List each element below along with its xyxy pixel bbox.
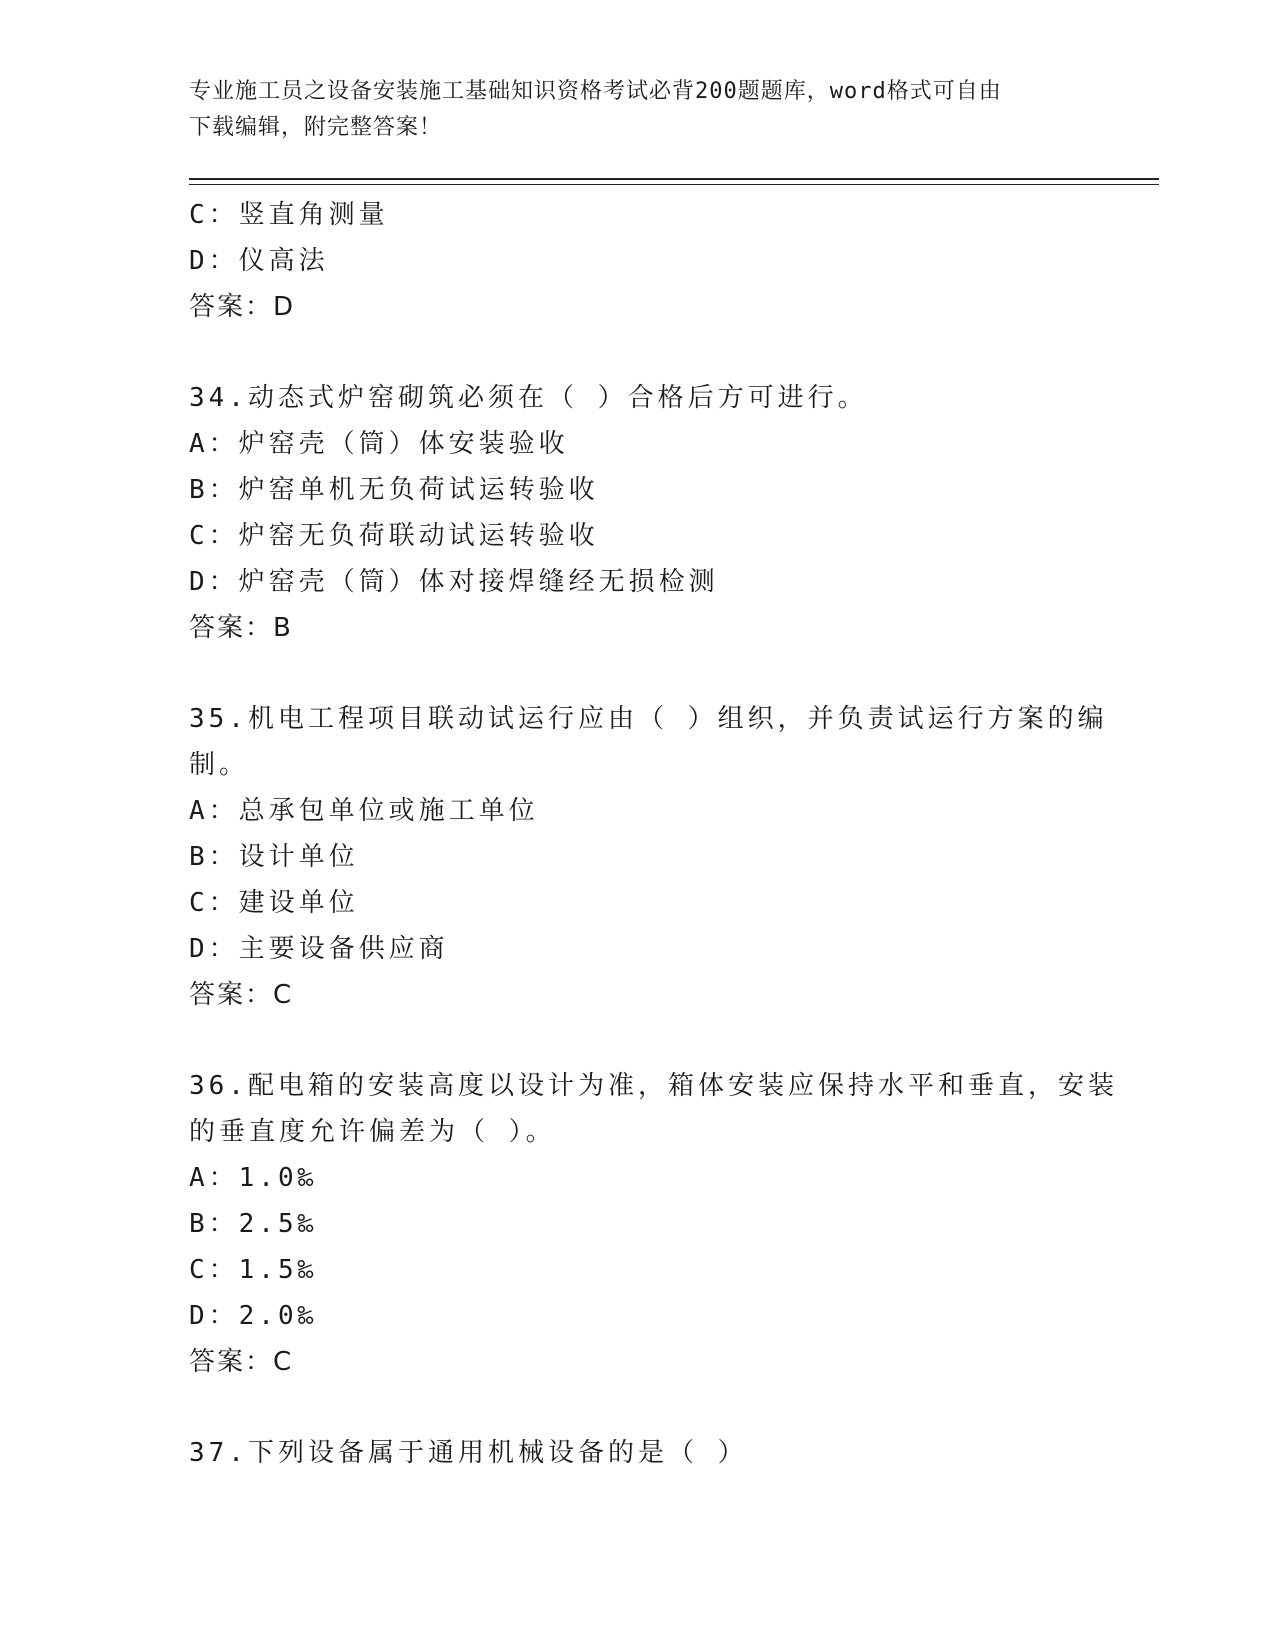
document-header xyxy=(189,74,1089,146)
spacer xyxy=(189,1385,1089,1430)
question-36 xyxy=(189,1063,1118,1385)
header-line-2: 下载编辑，附完整答案！ xyxy=(189,115,443,140)
spacer xyxy=(189,651,1089,696)
option-b: B：2.5‰ xyxy=(189,1209,318,1239)
question-stem-continued: 制。 xyxy=(189,750,250,780)
header-rule-thin xyxy=(189,184,1159,185)
spacer xyxy=(189,1018,1089,1063)
option-d: D：2.0‰ xyxy=(189,1301,318,1331)
question-37 xyxy=(189,1430,1089,1476)
question-stem: 34.动态式炉窑砌筑必须在（ ）合格后方可进行。 xyxy=(189,383,868,413)
answer-line: 答案：B xyxy=(189,613,293,643)
question-34 xyxy=(189,375,1089,651)
question-stem: 35.机电工程项目联动试运行应由（ ）组织，并负责试运行方案的编 xyxy=(189,704,1108,734)
spacer xyxy=(189,330,1089,375)
question-35 xyxy=(189,696,1108,1018)
header-rule-thick xyxy=(189,178,1159,180)
option-d: D：主要设备供应商 xyxy=(189,934,449,964)
option-a: A：1.0‰ xyxy=(189,1163,318,1193)
option-a: A：总承包单位或施工单位 xyxy=(189,796,539,826)
question-content xyxy=(189,192,1118,1476)
question-stem: 37.下列设备属于通用机械设备的是（ ） xyxy=(189,1438,748,1468)
option-b: B：设计单位 xyxy=(189,842,359,872)
header-line-1: 专业施工员之设备安装施工基础知识资格考试必背200题题库，word格式可自由 xyxy=(189,79,1002,104)
option-d: D：仪高法 xyxy=(189,246,329,276)
option-b: B：炉窑单机无负荷试运转验收 xyxy=(189,475,599,505)
option-a: A：炉窑壳（筒）体安装验收 xyxy=(189,429,569,459)
answer-line: 答案：C xyxy=(189,980,294,1010)
option-c: C：建设单位 xyxy=(189,888,359,918)
prev-question-block xyxy=(189,192,1089,330)
option-c: C：1.5‰ xyxy=(189,1255,318,1285)
question-stem-continued: 的垂直度允许偏差为（ ）。 xyxy=(189,1117,556,1147)
option-c: C：竖直角测量 xyxy=(189,200,389,230)
answer-line: 答案：D xyxy=(189,292,296,322)
answer-line: 答案：C xyxy=(189,1347,294,1377)
question-stem: 36.配电箱的安装高度以设计为准，箱体安装应保持水平和垂直，安装 xyxy=(189,1071,1118,1101)
option-c: C：炉窑无负荷联动试运转验收 xyxy=(189,521,599,551)
option-d: D：炉窑壳（筒）体对接焊缝经无损检测 xyxy=(189,567,719,597)
